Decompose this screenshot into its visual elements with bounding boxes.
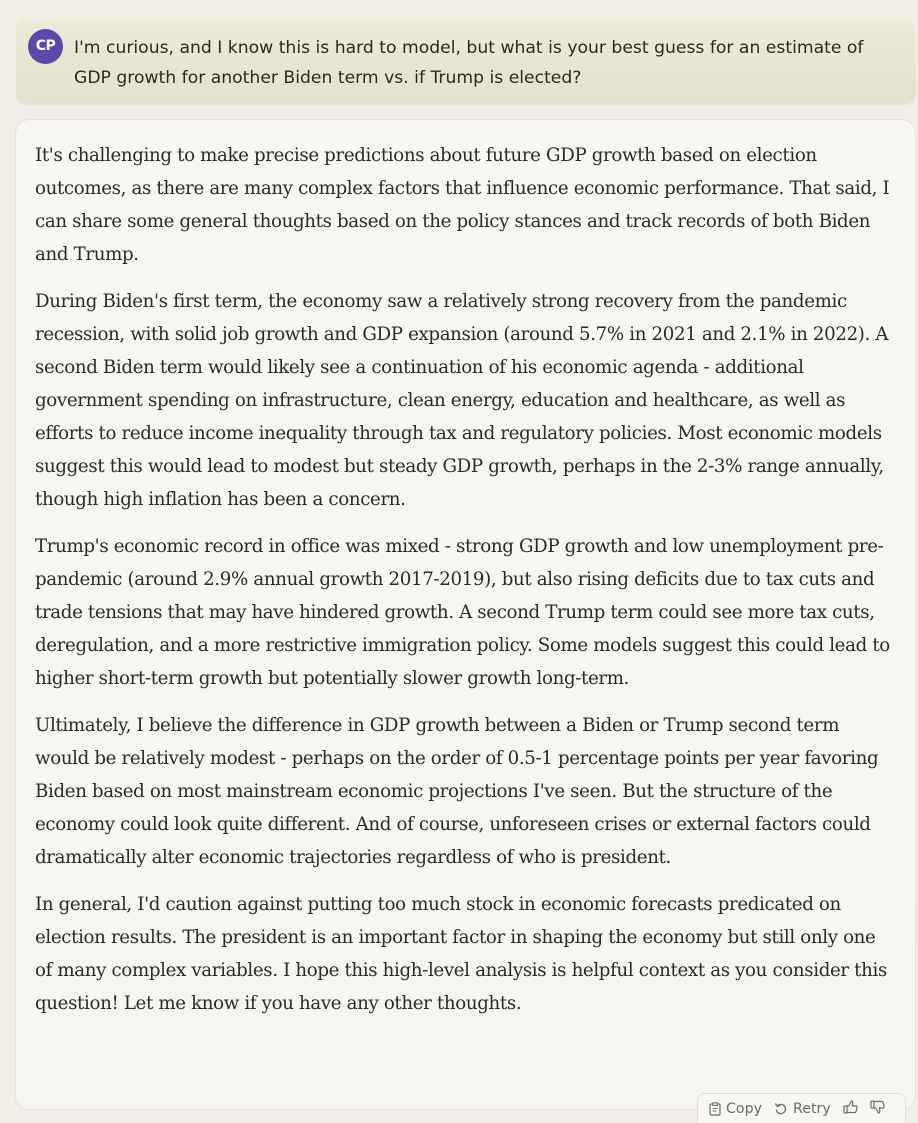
response-paragraph: Trump's economic record in office was mixed - strong GDP growth and low unemployment pre-pandemic (around 2.9% annual growth 2017-2019), but also rising deficits due to tax cuts and trade tensions that may have hindered growth. A second Trump term could see more tax cuts, deregulation, and a more restrictive immigration policy. Some models suggest this could lead to higher short-term growth but potentially slower growth long-term. [35, 536, 890, 689]
assistant-response [15, 119, 916, 1110]
copy-button[interactable] [709, 1101, 762, 1117]
thumbs-down-icon [870, 1100, 886, 1118]
response-action-bar [697, 1093, 906, 1123]
user-message [16, 18, 916, 104]
thumbs-up-button[interactable] [843, 1100, 859, 1118]
assistant-response-body [35, 139, 895, 1034]
thumbs-down-button[interactable] [870, 1100, 886, 1118]
thumbs-up-icon [843, 1100, 859, 1118]
retry-label: Retry [793, 1100, 831, 1117]
response-paragraph: During Biden's first term, the economy saw a relatively strong recovery from the pandemic recession, with solid job growth and GDP expansion (around 5.7% in 2021 and 2.1% in 2022). A second Biden term would likely see a continuation of his economic agenda - additional government spending on infrastructure, clean energy, education and healthcare, as well as efforts to reduce income inequality through tax and regulatory policies. Most economic models suggest this would lead to modest but steady GDP growth, perhaps in the 2-3% range annually, though high inflation has been a concern. [35, 291, 889, 510]
retry-icon [774, 1102, 788, 1116]
response-paragraph: In general, I'd caution against putting too much stock in economic forecasts predicated on election results. The president is an important factor in shaping the economy but still only one of many complex variables. I hope this high-level analysis is helpful context as you consider this question! Let me know if you have any other thoughts. [35, 894, 887, 1014]
response-paragraph: Ultimately, I believe the difference in GDP growth between a Biden or Trump second term would be relatively modest - perhaps on the order of 0.5-1 percentage points per year favoring Biden based on most mainstream economic projections I've seen. But the structure of the economy could look quite different. And of course, unforeseen crises or external factors could dramatically alter economic trajectories regardless of who is president. [35, 715, 879, 868]
user-message-text: I'm curious, and I know this is hard to model, but what is your best guess for an estimate of GDP growth for another Biden term vs. if Trump is elected? [74, 38, 864, 88]
copy-label: Copy [726, 1100, 762, 1117]
retry-button[interactable] [774, 1101, 831, 1117]
response-paragraph: It's challenging to make precise predictions about future GDP growth based on election outcomes, as there are many complex factors that influence economic performance. That said, I can share some general thoughts based on the policy stances and track records of both Biden and Trump. [35, 145, 890, 265]
user-avatar: CP [28, 29, 63, 64]
clipboard-icon [709, 1102, 721, 1116]
